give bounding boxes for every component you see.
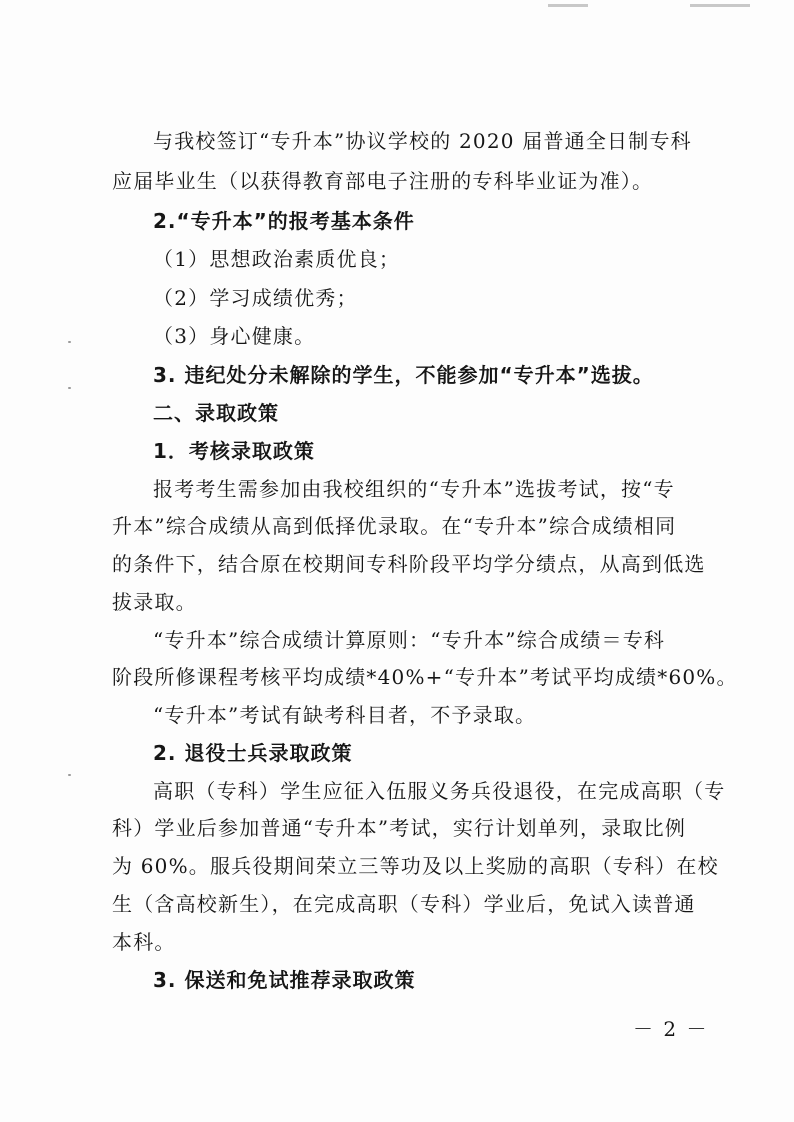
paragraph-line: 与我校签订“专升本”协议学校的 2020 届普通全日制专科 — [153, 129, 692, 153]
list-item: （1）思想政治素质优良； — [153, 247, 401, 271]
list-item: （2）学习成绩优秀； — [153, 286, 358, 310]
chapter-heading: 二、录取政策 — [153, 401, 279, 425]
scan-speck — [68, 341, 71, 343]
section-heading: 3. 保送和免试推荐录取政策 — [153, 968, 416, 992]
paragraph-line: 为 60%。服兵役期间荣立三等功及以上奖励的高职（专科）在校 — [112, 854, 719, 878]
paragraph-line: 科）学业后参加普通“专升本”考试，实行计划单列，录取比例 — [112, 816, 687, 840]
paragraph-line: 应届毕业生（以获得教育部电子注册的专科毕业证为准）。 — [112, 169, 654, 193]
page-number: － 2 － — [633, 1017, 709, 1041]
paragraph-line: 生（含高校新生），在完成高职（专科）学业后，免试入读普通 — [112, 892, 696, 916]
section-heading: 2. 退役士兵录取政策 — [153, 741, 353, 765]
scan-edge-mark — [548, 4, 588, 7]
scan-edge-mark — [690, 4, 750, 7]
paragraph-line: 报考考生需参加由我校组织的“专升本”选拔考试，按“专 — [153, 477, 675, 501]
paragraph-line: “专升本”综合成绩计算原则：“专升本”综合成绩＝专科 — [153, 628, 666, 652]
list-item: （3）身心健康。 — [153, 324, 316, 348]
section-heading: 3. 违纪处分未解除的学生，不能参加“专升本”选拔。 — [153, 363, 654, 387]
paragraph-line: 的条件下，结合原在校期间专科阶段平均学分绩点，从高到低选 — [112, 552, 706, 576]
section-heading: 1．考核录取政策 — [153, 439, 315, 463]
paragraph-line: 高职（专科）学生应征入伍服义务兵役退役，在完成高职（专 — [153, 779, 726, 803]
paragraph-line: 升本”综合成绩从高到低择优录取。在“专升本”综合成绩相同 — [112, 514, 677, 538]
paragraph-line: 阶段所修课程考核平均成绩*40%+“专升本”考试平均成绩*60%。 — [112, 665, 738, 689]
section-heading: 2.“专升本”的报考基本条件 — [153, 209, 415, 233]
scan-speck — [68, 387, 71, 389]
paragraph-line: “专升本”考试有缺考科目者，不予录取。 — [153, 703, 537, 727]
scan-speck — [68, 774, 71, 776]
paragraph-line: 本科。 — [112, 930, 176, 954]
paragraph-line: 拔录取。 — [112, 590, 197, 614]
